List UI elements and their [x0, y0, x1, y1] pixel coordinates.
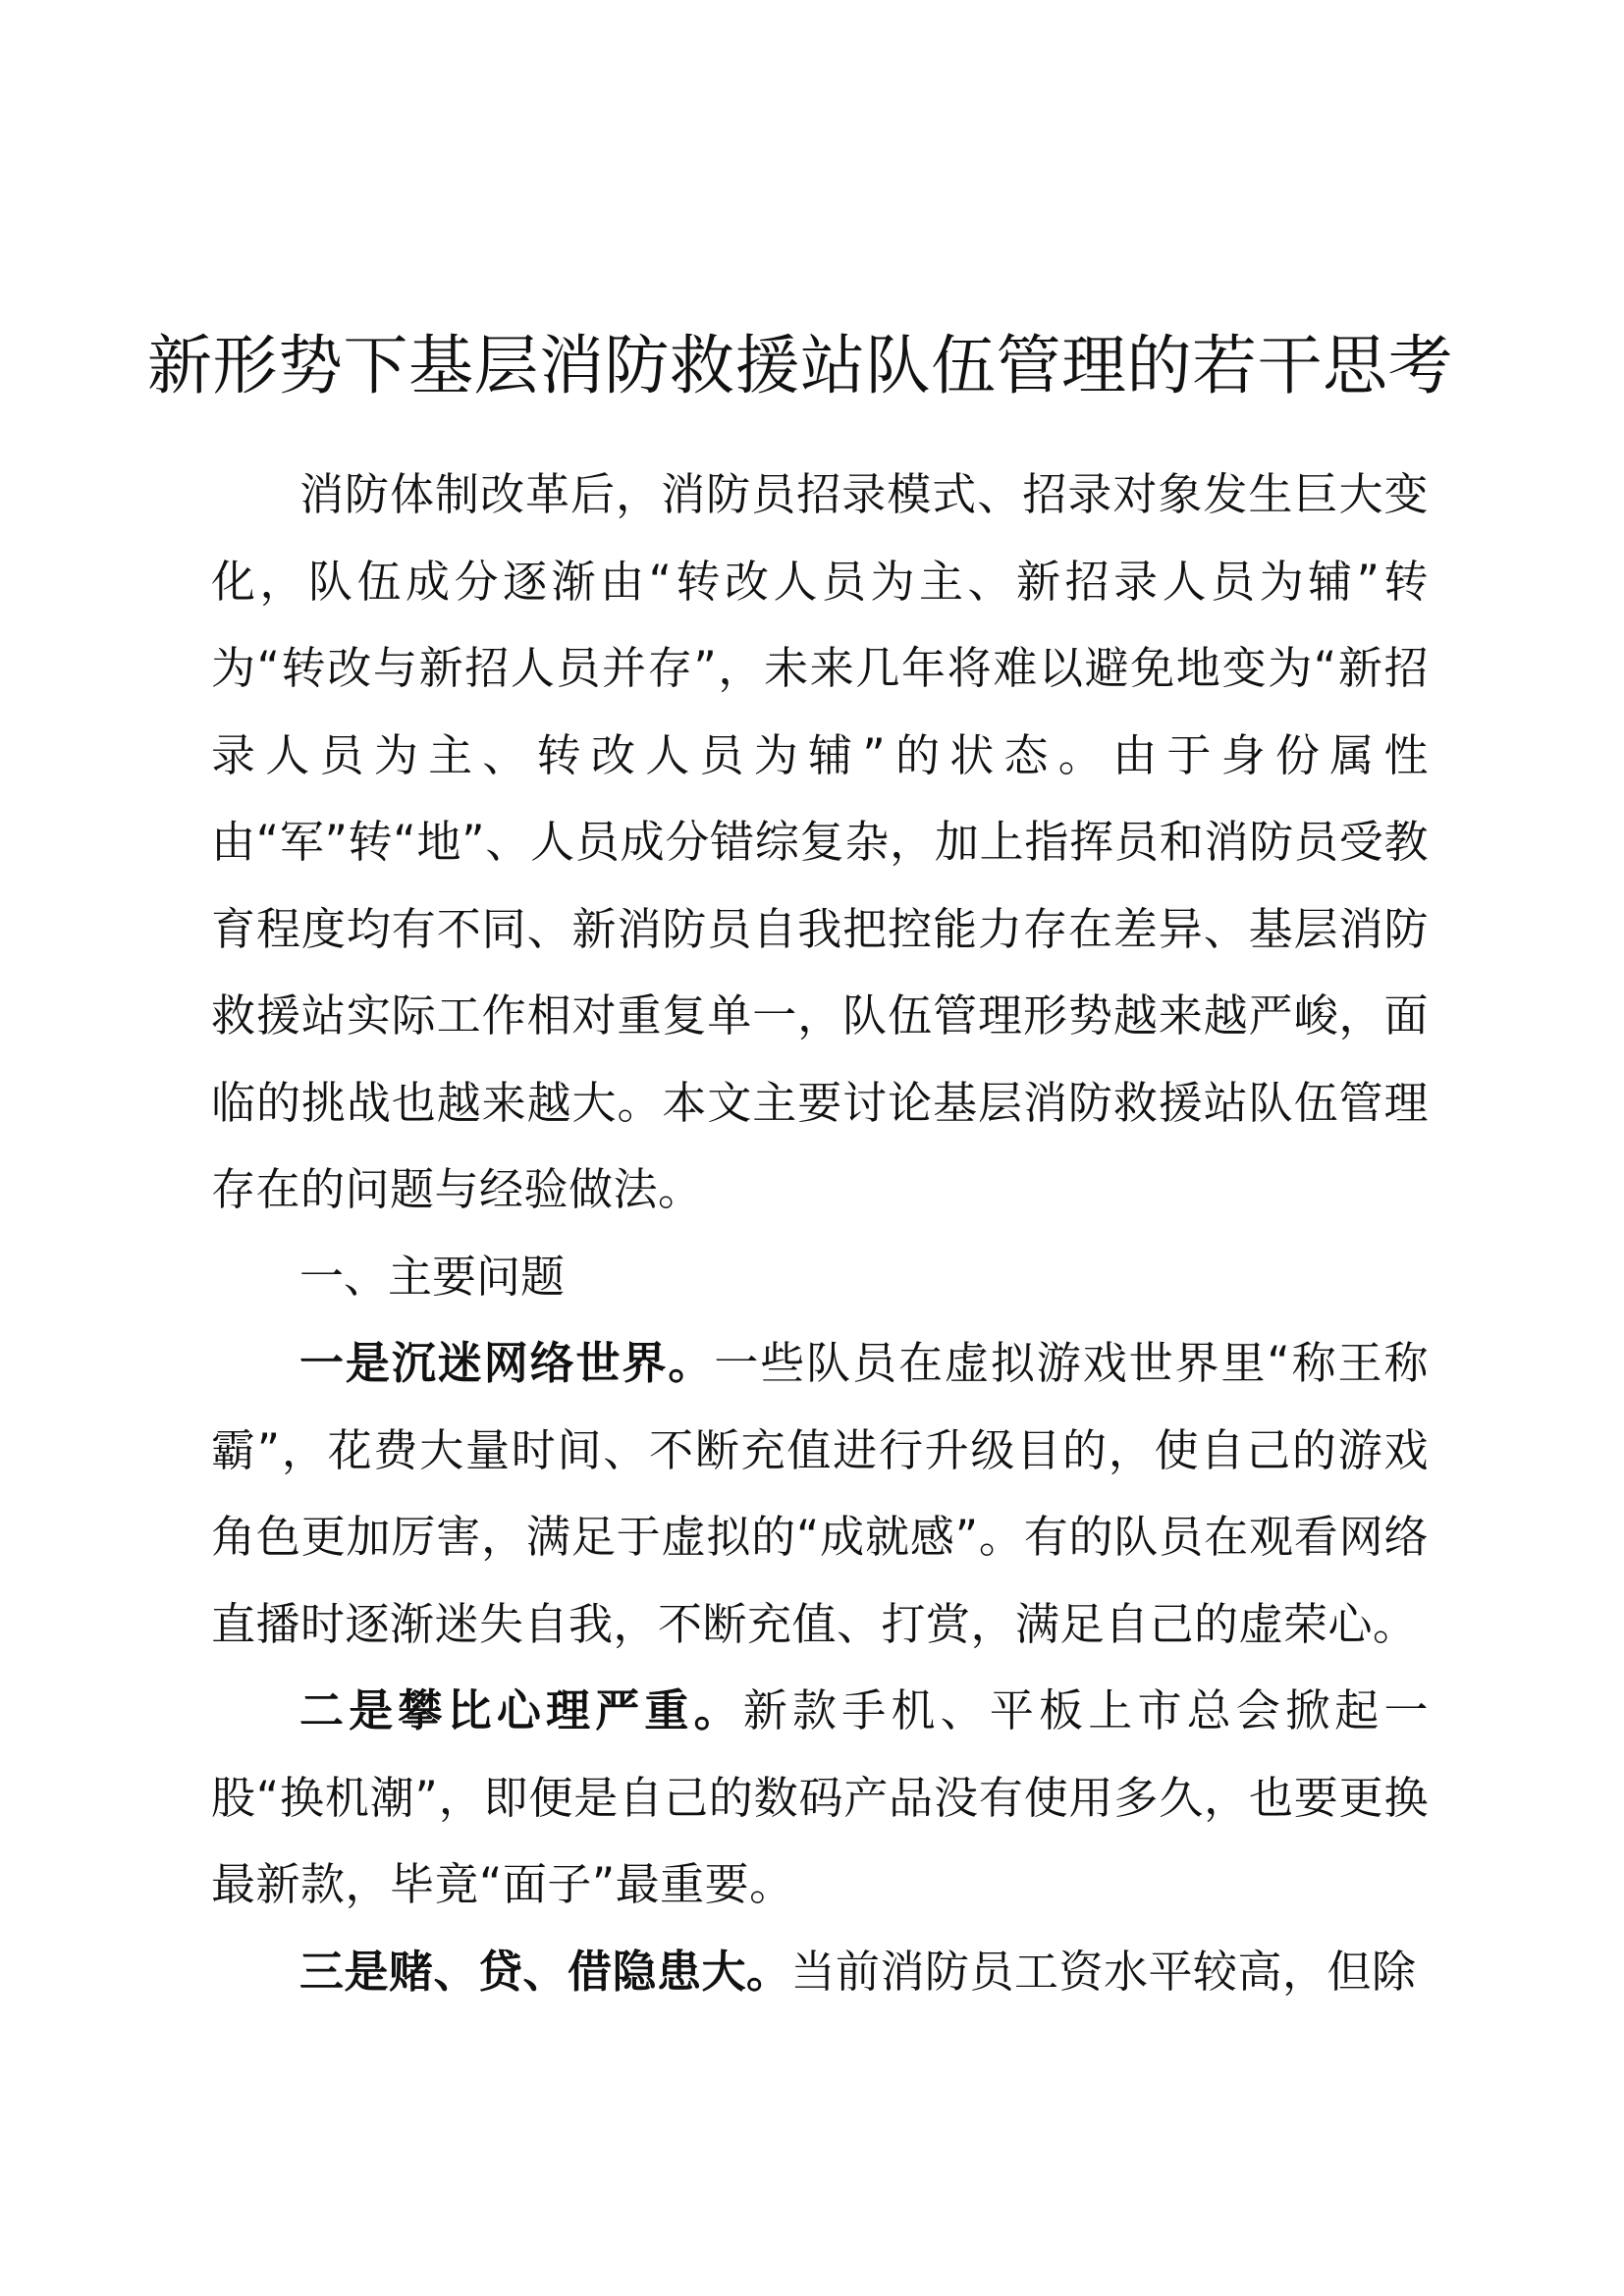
problem-1-text: 一些队员在虚拟游戏世界里“称王称霸”，花费大量时间、不断充值进行升级目的，使自己的游戏角色更加厉害，满足于虚拟的“成就感”。有的队员在观看网络直播时逐渐迷失自我，不断充值、打赏，满足自己的虚荣心。: [211, 1337, 1429, 1650]
document-body: [211, 452, 1429, 2015]
intro-paragraph: 消防体制改革后，消防员招录模式、招录对象发生巨大变化，队伍成分逐渐由“转改人员为主、新招录人员为辅”转为“转改与新招人员并存”，未来几年将难以避免地变为“新招录人员为主、转改人员为辅”的状态。由于身份属性由“军”转“地”、人员成分错综复杂，加上指挥员和消防员受教育程度均有不同、新消防员自我把控能力存在差异、基层消防救援站实际工作相对重复单一，队伍管理形势越来越严峻，面临的挑战也越来越大。本文主要讨论基层消防救援站队伍管理存在的问题与经验做法。: [211, 468, 1429, 1215]
section-heading: 一、主要问题: [299, 1250, 566, 1303]
problem-3-lead: 三是赌、贷、借隐患大。: [299, 1945, 791, 1998]
problem-2-text: 新款手机、平板上市总会掀起一股“换机潮”，即便是自己的数码产品没有使用多久，也要更换最新款，毕竟“面子”最重要。: [211, 1684, 1429, 1910]
problem-3-text: 当前消防员工资水平较高，但除: [790, 1945, 1417, 1998]
problem-paragraph-3: [211, 1929, 1429, 2016]
document-title: 新形势下基层消防救援站队伍管理的若干思考: [147, 328, 1453, 403]
problem-2-lead: 二是攀比心理严重。: [299, 1684, 743, 1736]
problem-paragraph-1: [211, 1320, 1429, 1668]
problem-paragraph-2: [211, 1668, 1429, 1929]
problem-1-lead: 一是沉迷网络世界。: [299, 1337, 715, 1389]
